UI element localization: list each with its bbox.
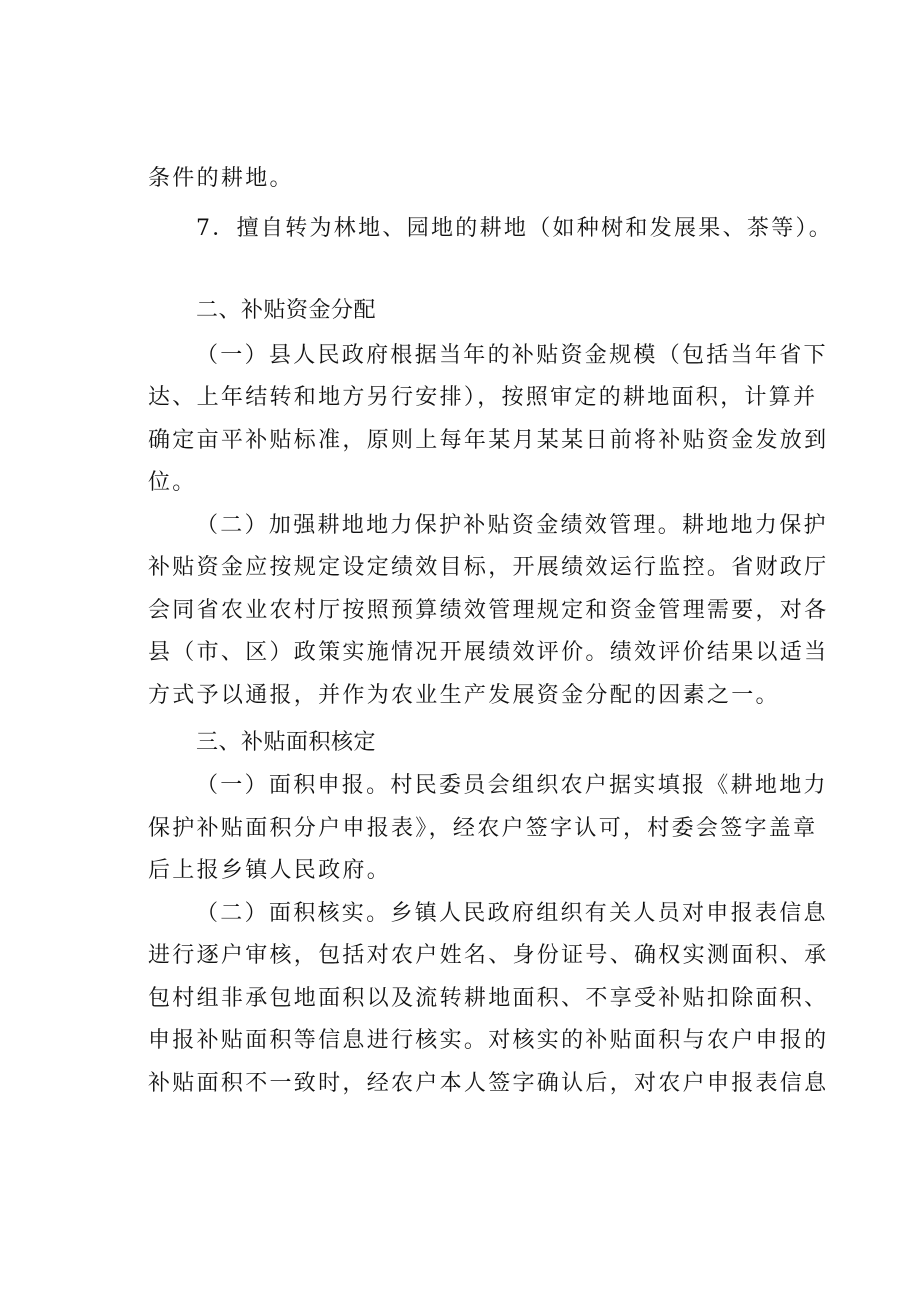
section-heading-3: 三、补贴面积核定 (196, 730, 377, 755)
paragraph-line: 申报补贴面积等信息进行核实。对核实的补贴面积与农户申报的 (148, 1028, 829, 1053)
paragraph-line: 确定亩平补贴标准，原则上每年某月某某日前将补贴资金发放到 (148, 428, 829, 453)
list-item-7: 7．擅自转为林地、园地的耕地（如种树和发展果、茶等）。 (196, 216, 834, 241)
paragraph-line: 进行逐户审核，包括对农户姓名、身份证号、确权实测面积、承 (148, 943, 829, 968)
paragraph-line: 县（市、区）政策实施情况开展绩效评价。绩效评价结果以适当 (148, 640, 829, 665)
paragraph-line: 达、上年结转和地方另行安排），按照审定的耕地面积，计算并 (148, 385, 818, 410)
paragraph-line: 保护补贴面积分户申报表》，经农户签字认可，村委会签字盖章 (148, 816, 818, 841)
paragraph-line: 补贴面积不一致时，经农户本人签字确认后，对农户申报表信息 (148, 1071, 829, 1096)
paragraph-line: 位。 (148, 470, 197, 495)
paragraph-line: 包村组非承包地面积以及流转耕地面积、不享受补贴扣除面积、 (148, 986, 829, 1011)
paragraph-line: （一）县人民政府根据当年的补贴资金规模（包括当年省下 (196, 343, 828, 368)
paragraph-line: （二）加强耕地地力保护补贴资金绩效管理。耕地地力保护 (196, 513, 828, 538)
section-heading-2: 二、补贴资金分配 (196, 298, 377, 323)
paragraph-line: 后上报乡镇人民政府。 (148, 858, 392, 883)
paragraph-line: 补贴资金应按规定设定绩效目标，开展绩效运行监控。省财政厅 (148, 555, 829, 580)
paragraph-line: 条件的耕地。 (148, 166, 294, 191)
paragraph-line: （二）面积核实。乡镇人民政府组织有关人员对申报表信息 (196, 901, 828, 926)
paragraph-line: 会同省农业农村厅按照预算绩效管理规定和资金管理需要，对各 (148, 598, 829, 623)
paragraph-line: 方式予以通报，并作为农业生产发展资金分配的因素之一。 (148, 683, 780, 708)
paragraph-line: （一）面积申报。村民委员会组织农户据实填报《耕地地力 (196, 773, 828, 798)
